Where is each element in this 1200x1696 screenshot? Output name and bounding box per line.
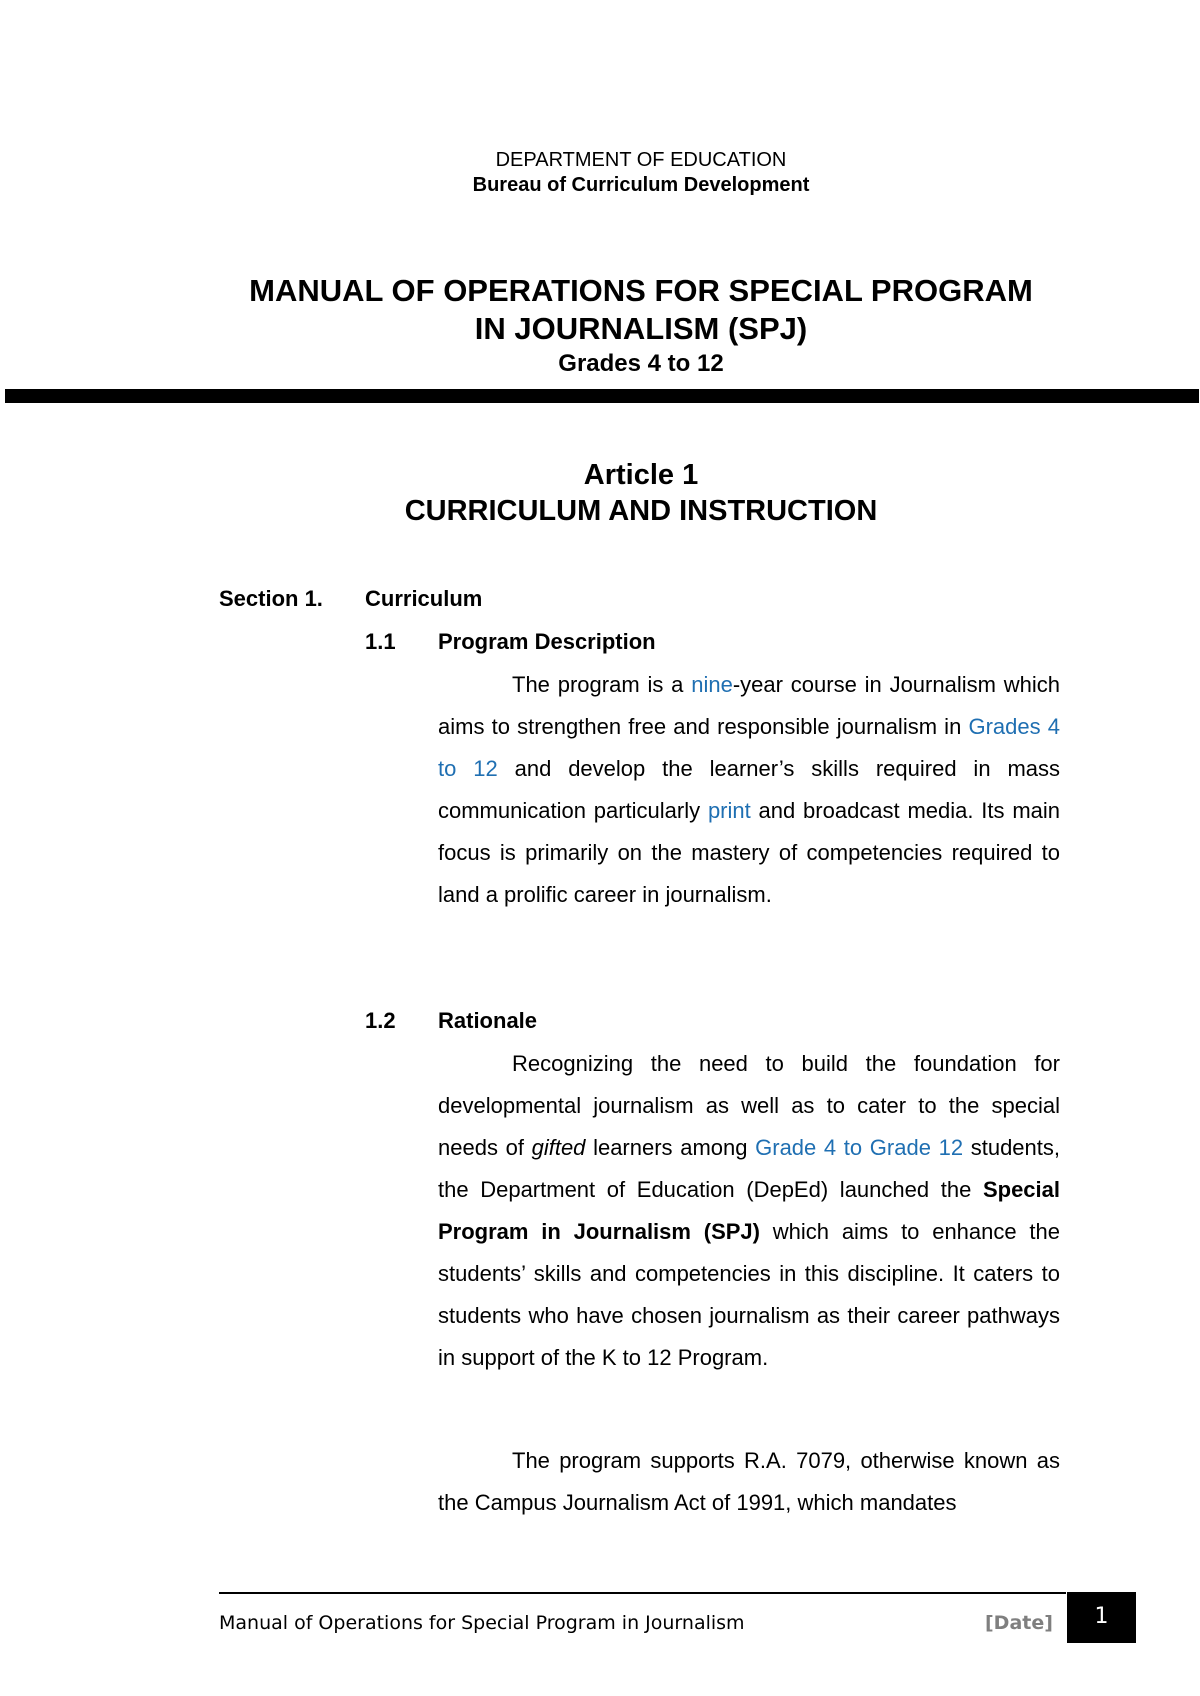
text-run: Recognizing the need to build the foundation for developmental journalism as well as to cater to the special needs of — [438, 1051, 1060, 1160]
subsection-1-number: 1.1 — [365, 629, 396, 654]
title-divider — [5, 389, 1199, 403]
article-title: CURRICULUM AND INSTRUCTION — [404, 495, 878, 527]
highlight-text: nine — [691, 672, 733, 697]
footer-divider — [219, 1592, 1066, 1594]
footer-date: [Date] — [985, 1612, 1053, 1634]
text-run: and develop the learner’s skills required in mass communication particularly — [438, 756, 1061, 823]
department-name: DEPARTMENT OF EDUCATION — [495, 149, 787, 171]
highlight-text: print — [707, 798, 751, 823]
footer-title: Manual of Operations for Special Program in Journalism — [219, 1612, 745, 1634]
text-run: -year course in Journalism which aims to strengthen free and responsible journalism in — [438, 672, 1060, 739]
section-title: Curriculum — [365, 586, 483, 611]
highlight-text: Grades 4 to 12 — [438, 714, 1060, 781]
highlight-text: Grade 4 to Grade 12 — [755, 1135, 964, 1160]
section-label: Section 1. — [219, 586, 323, 611]
text-run: learners among — [585, 1135, 756, 1160]
rationale-paragraph-1 — [438, 1043, 1060, 1379]
text-run: The program supports R.A. 7079, otherwise known as the Campus Journalism Act of 1991, which mandates — [438, 1448, 1060, 1515]
text-run: students, the Department of Education (DepEd) launched the — [438, 1135, 1061, 1202]
rationale-paragraph-2 — [438, 1440, 1060, 1524]
text-run: and broadcast media. Its main focus is primarily on the mastery of competencies required to land a prolific career in journalism. — [438, 798, 1061, 907]
text-run: The program is a — [512, 672, 692, 697]
document-grades: Grades 4 to 12 — [558, 350, 724, 377]
bureau-name: Bureau of Curriculum Development — [472, 174, 810, 196]
document-title-line-1: MANUAL OF OPERATIONS FOR SPECIAL PROGRAM — [249, 273, 1033, 308]
program-description-paragraph — [438, 664, 1060, 916]
document-title-line-2: IN JOURNALISM (SPJ) — [474, 311, 808, 346]
emphasis-text: gifted — [531, 1135, 586, 1160]
subsection-2-title: Rationale — [438, 1008, 538, 1033]
program-name: Special Program in Journalism (SPJ) — [438, 1177, 1060, 1244]
article-number: Article 1 — [583, 459, 699, 491]
page-number: 1 — [1094, 1604, 1109, 1629]
text-run: which aims to enhance the students’ skills and competencies in this discipline. It caters to students who have chosen journalism as their career pathways in support of the K to 12 Program. — [438, 1219, 1060, 1370]
subsection-2-number: 1.2 — [365, 1008, 396, 1033]
subsection-1-title: Program Description — [438, 629, 656, 654]
